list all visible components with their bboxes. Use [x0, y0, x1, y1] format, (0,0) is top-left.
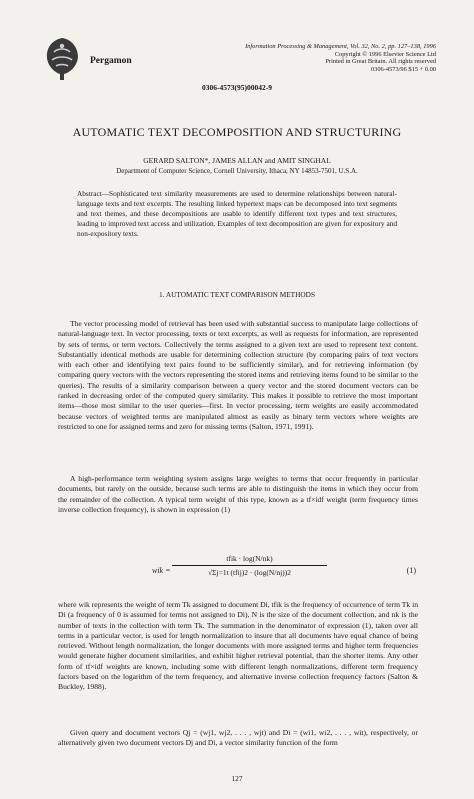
- body-paragraph-2: A high-performance term weighting system assigns large weights to terms that occur frequently in particular documents, but rarely on the outside, because such terms are able to distinguish the items in which they occur from the remainder of the collection. A typical term weight of this type, known as a tf×idf weight (term frequency times inverse collection frequency), is shown in expression (1): [58, 474, 418, 514]
- author-affiliation: Department of Computer Science, Cornell University, Ithaca, NY 14853-7501, U.S.A.: [116, 167, 358, 175]
- journal-info: [216, 43, 436, 73]
- abstract-label: Abstract: [77, 189, 102, 198]
- publisher-logo-tree-icon: [38, 34, 86, 82]
- issn-line: 0306-4573/96 $15 + 0.00: [370, 65, 436, 73]
- equation-fraction: [172, 554, 327, 577]
- journal-citation: Information Processing & Management, Vol. 32, No. 2, pp. 127–138, 1996: [245, 43, 436, 50]
- body-paragraph-3: where wik represents the weight of term Tk assigned to document Di, tfik is the frequency of occurrence of term Tk in Di (a frequency of 0 is assumed for terms not assigned to Di), N is the size of the document collection, and nk is the number of texts in the collection with term Tk. The summation in the denominator of expression (1), taken over all terms in a particular vector, is used for length normalization to insure that all documents have equal chance of being retrieved. Without length normalization, the longer documents with more assigned terms and higher term frequencies would generate higher document similarities, and exhibit higher retrieval potential, than the shorter items. Any other form of tf×idf weights are known, including some with different length normalizations, different term frequency factors based on the logarithm of the term frequency, and alternative inverse collection frequency factors (Salton & Buckley, 1988).: [58, 600, 418, 692]
- printed-line: Printed in Great Britain. All rights reserved: [325, 58, 436, 66]
- body-paragraph-4: Given query and document vectors Qj = (wj1, wj2, . . . , wjt) and Di = (wi1, wi2, . . . , wit), respectively, or alternatively given two document vectors Dj and Di, a vector similarity function of the form: [58, 728, 418, 748]
- author-list: GERARD SALTON*, JAMES ALLAN and AMIT SINGHAL: [143, 156, 331, 165]
- abstract-text: —Sophisticated text similarity measurements are used to determine relationships between natural-language texts and text excerpts. The resulting linked hypertext maps can be decomposed into text segments and text themes, and these decompositions are usable to identify different text types and text structures, leading to improved text access and utilization. Examples of text decomposition are given for expository and non-expository texts.: [77, 189, 397, 238]
- equation-numerator: tfik · log(N/nk): [172, 554, 327, 566]
- body-paragraph-1: The vector processing model of retrieval has been used with substantial success to manipulate large collections of natural-language text. In vector processing, texts or text excerpts, as well as requests for information, are represented by sets of terms, or term vectors. Collectively the terms assigned to a given text are used to represent text content. Substantially identical methods are usable for determining collection structure (by comparing pairs of text vectors with each other and identifying text pairs found to be sufficiently similar), and for retrieving information (by comparing query vectors with the vectors representing the stored items and retrieving items found to be similar to the queries). The results of a similarity comparison between a query vector and the stored document vectors can be ranked in decreasing order of the computed query similarity. This makes it possible to retrieve the most important items—those most similar to the user queries—first. In vector processing, term weights are easily accommodated because vectors of weighted terms are manipulated almost as easily as binary term vectors where weights are restricted to one for assigned terms and zero for missing terms (Salton, 1971, 1991).: [58, 319, 418, 431]
- article-identifier: 0306-4573(95)00042-9: [202, 83, 272, 92]
- page-number: 127: [231, 774, 243, 783]
- publisher-name: Pergamon: [90, 56, 132, 66]
- abstract: [77, 189, 397, 239]
- equation-denominator: √Σj=1t (tfij)2 · (log(N/nj))2: [208, 568, 291, 577]
- section-heading: 1. AUTOMATIC TEXT COMPARISON METHODS: [158, 290, 316, 299]
- equation-number: (1): [406, 566, 416, 575]
- copyright-line: Copyright © 1996 Elsevier Science Ltd: [334, 50, 436, 58]
- paper-title: AUTOMATIC TEXT DECOMPOSITION AND STRUCTURING: [72, 125, 402, 139]
- equation-1: [58, 554, 418, 588]
- equation-lhs: wik =: [152, 566, 171, 575]
